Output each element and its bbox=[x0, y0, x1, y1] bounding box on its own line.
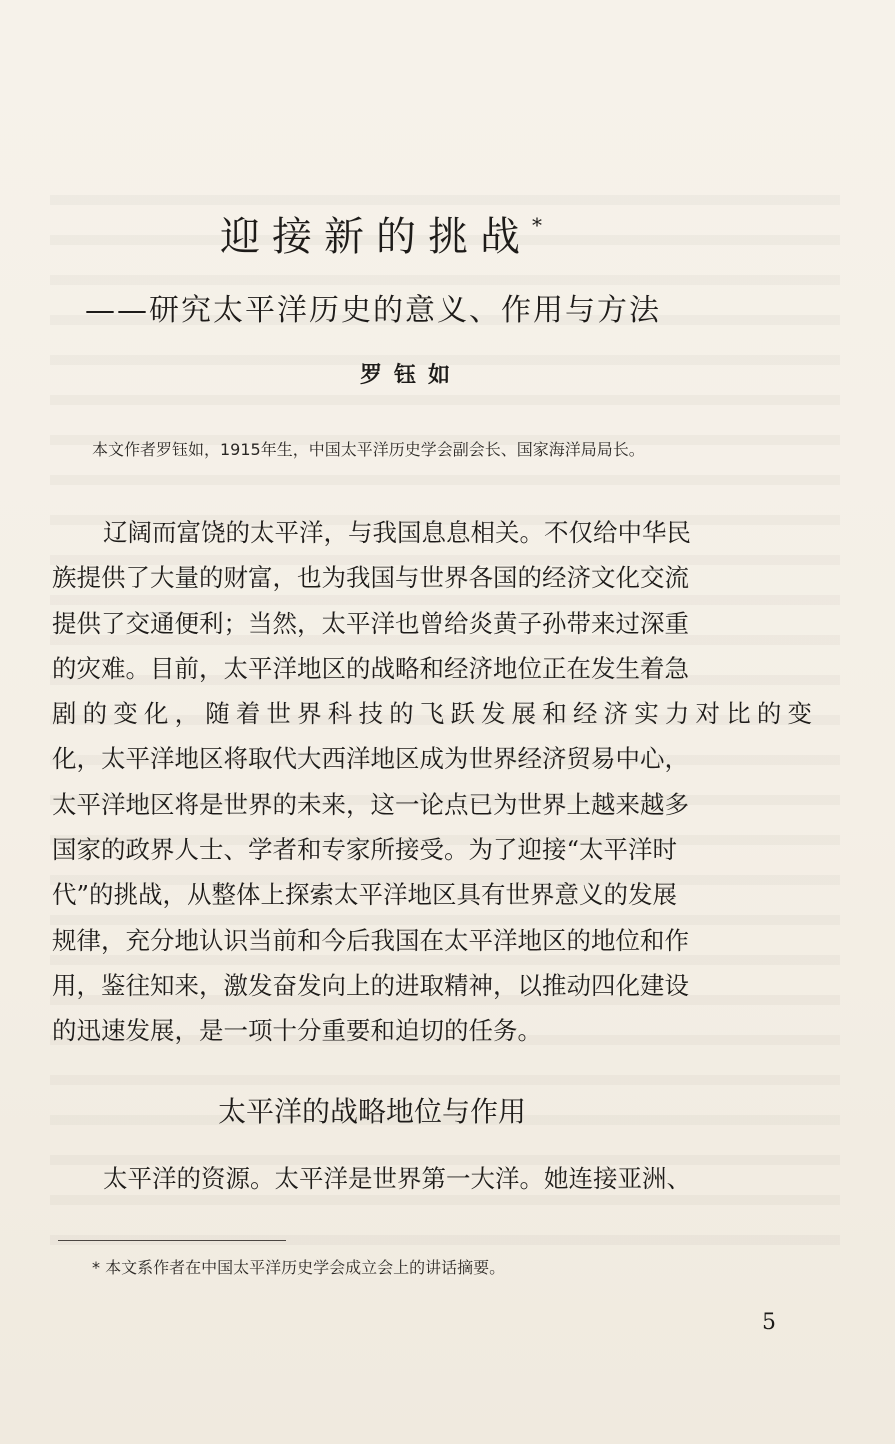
body-line: 的迅速发展，是一项十分重要和迫切的任务。 bbox=[52, 1016, 542, 1046]
article-title bbox=[220, 205, 542, 262]
author-name: 罗钰如 bbox=[360, 362, 463, 388]
body-line: 的灾难。目前，太平洋地区的战略和经济地位正在发生着急 bbox=[52, 653, 689, 683]
author-note: 本文作者罗钰如，1915年生，中国太平洋历史学会副会长、国家海洋局局长。 bbox=[92, 440, 645, 459]
footnote: * 本文系作者在中国太平洋历史学会成立会上的讲话摘要。 bbox=[92, 1258, 506, 1277]
body-line: 辽阔而富饶的太平洋，与我国息息相关。不仅给中华民 bbox=[103, 518, 691, 547]
body-line: 剧的变化，随着世界科技的飞跃发展和经济实力对比的变 bbox=[52, 699, 812, 729]
body-line: 代”的挑战，从整体上探索太平洋地区具有世界意义的发展 bbox=[52, 880, 678, 910]
article-subtitle: ——研究太平洋历史的意义、作用与方法 bbox=[85, 293, 661, 328]
body-line: 国家的政界人士、学者和专家所接受。为了迎接“太平洋时 bbox=[52, 835, 678, 865]
footnote-divider bbox=[58, 1240, 286, 1241]
body-line: 族提供了大量的财富，也为我国与世界各国的经济文化交流 bbox=[52, 563, 689, 593]
body-line: 用，鉴往知来，激发奋发向上的进取精神，以推动四化建设 bbox=[52, 970, 689, 1000]
title-footnote-mark: * bbox=[532, 212, 542, 237]
body-line: 规律，充分地认识当前和今后我国在太平洋地区的地位和作 bbox=[52, 925, 689, 955]
body-paragraph bbox=[52, 510, 812, 1054]
body-line: 提供了交通便利；当然，太平洋也曾给炎黄子孙带来过深重 bbox=[52, 608, 689, 638]
section-first-line: 太平洋的资源。太平洋是世界第一大洋。她连接亚洲、 bbox=[103, 1164, 691, 1193]
body-line: 太平洋地区将是世界的未来，这一论点已为世界上越来越多 bbox=[52, 789, 689, 819]
section-heading: 太平洋的战略地位与作用 bbox=[218, 1095, 527, 1128]
page-number: 5 bbox=[762, 1310, 776, 1335]
title-text: 迎接新的挑战 bbox=[220, 214, 532, 260]
body-line: 化，太平洋地区将取代大西洋地区成为世界经济贸易中心， bbox=[52, 744, 689, 774]
